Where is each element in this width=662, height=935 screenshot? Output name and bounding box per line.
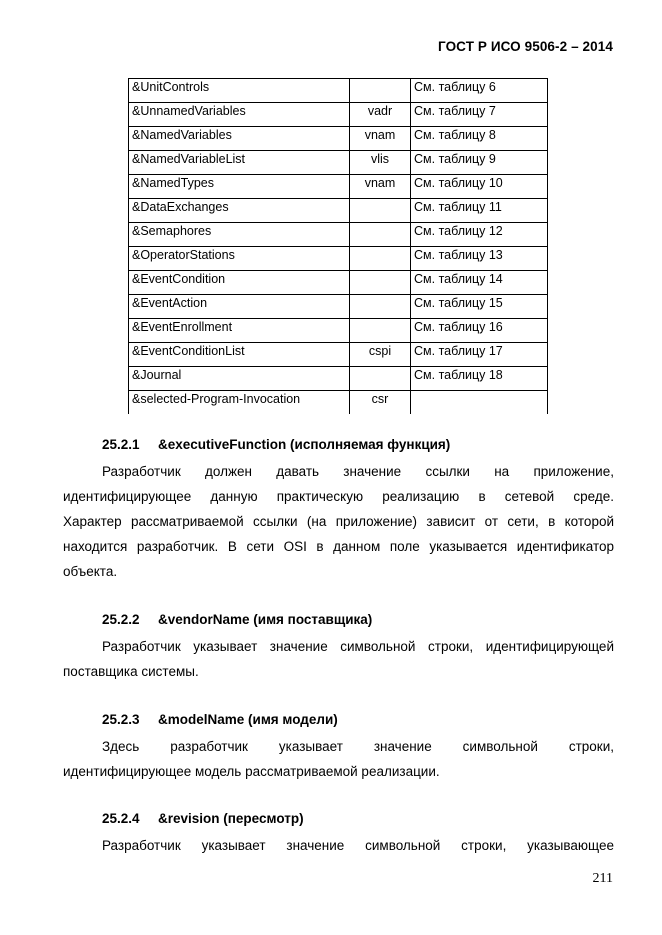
section-title: &executiveFunction (исполняемая функция) [158, 437, 451, 452]
reference-cell: См. таблицу 6 [411, 79, 548, 103]
table-row [129, 79, 548, 103]
table-row [129, 103, 548, 127]
section-heading-25-2-1 [102, 437, 450, 452]
abbreviation-cell: vnam [350, 175, 411, 199]
section-number: 25.2.3 [102, 712, 140, 727]
paragraph-25-2-2 [63, 634, 614, 684]
reference-cell: См. таблицу 11 [411, 199, 548, 223]
reference-cell: См. таблицу 17 [411, 343, 548, 367]
text-line: Характер рассматриваемой ссылки (на приложение) зависит от сети, в которой [63, 514, 614, 529]
object-name-cell: &NamedVariableList [129, 151, 350, 175]
reference-cell: См. таблицу 14 [411, 271, 548, 295]
object-table [128, 78, 548, 414]
text-line: идентифицирующее модель рассматриваемой реализации. [63, 764, 440, 779]
table-row [129, 247, 548, 271]
section-title: &revision (пересмотр) [158, 811, 304, 826]
section-number: 25.2.4 [102, 811, 140, 826]
reference-cell: См. таблицу 9 [411, 151, 548, 175]
object-name-cell: &EventAction [129, 295, 350, 319]
table-row [129, 223, 548, 247]
text-line: Разработчик указывает значение символьной строки, указывающее [102, 838, 614, 853]
reference-cell: См. таблицу 15 [411, 295, 548, 319]
document-header: ГОСТ Р ИСО 9506-2 – 2014 [438, 39, 613, 54]
paragraph-25-2-4 [63, 833, 614, 858]
section-heading-25-2-3 [102, 712, 338, 727]
abbreviation-cell [350, 367, 411, 391]
table-row [129, 151, 548, 175]
text-line: Разработчик указывает значение символьной строки, идентифицирующей [102, 639, 614, 654]
paragraph-25-2-1 [63, 459, 614, 584]
reference-cell [411, 391, 548, 415]
abbreviation-cell [350, 271, 411, 295]
text-line: находится разработчик. В сети OSI в данном поле указывается идентификатор [63, 539, 614, 554]
reference-cell: См. таблицу 13 [411, 247, 548, 271]
table-row [129, 199, 548, 223]
abbreviation-cell [350, 79, 411, 103]
object-name-cell: &selected-Program-Invocation [129, 391, 350, 415]
object-name-cell: &EventConditionList [129, 343, 350, 367]
object-name-cell: &NamedTypes [129, 175, 350, 199]
object-name-cell: &UnitControls [129, 79, 350, 103]
abbreviation-cell [350, 247, 411, 271]
table-row [129, 295, 548, 319]
reference-cell: См. таблицу 16 [411, 319, 548, 343]
object-name-cell: &Journal [129, 367, 350, 391]
object-name-cell: &Semaphores [129, 223, 350, 247]
reference-cell: См. таблицу 7 [411, 103, 548, 127]
reference-cell: См. таблицу 8 [411, 127, 548, 151]
text-line: объекта. [63, 564, 118, 579]
abbreviation-cell: vlis [350, 151, 411, 175]
abbreviation-cell: csr [350, 391, 411, 415]
table-row [129, 271, 548, 295]
section-title: &modelName (имя модели) [158, 712, 338, 727]
page-number: 211 [592, 871, 613, 886]
table-row [129, 391, 548, 415]
object-name-cell: &OperatorStations [129, 247, 350, 271]
table-row [129, 367, 548, 391]
reference-cell: См. таблицу 12 [411, 223, 548, 247]
reference-cell: См. таблицу 18 [411, 367, 548, 391]
abbreviation-cell [350, 199, 411, 223]
table-row [129, 175, 548, 199]
text-line: Здесь разработчик указывает значение символьной строки, [102, 739, 614, 754]
object-name-cell: &EventEnrollment [129, 319, 350, 343]
abbreviation-cell [350, 223, 411, 247]
text-line: идентифицирующее данную практическую реализацию в сетевой среде. [63, 489, 614, 504]
reference-cell: См. таблицу 10 [411, 175, 548, 199]
section-heading-25-2-4 [102, 811, 304, 826]
table-row [129, 127, 548, 151]
paragraph-25-2-3 [63, 734, 614, 784]
text-line: Разработчик должен давать значение ссылки на приложение, [102, 464, 614, 479]
object-name-cell: &DataExchanges [129, 199, 350, 223]
section-heading-25-2-2 [102, 612, 372, 627]
abbreviation-cell: cspi [350, 343, 411, 367]
section-number: 25.2.2 [102, 612, 140, 627]
table-row [129, 343, 548, 367]
section-title: &vendorName (имя поставщика) [158, 612, 373, 627]
object-name-cell: &UnnamedVariables [129, 103, 350, 127]
abbreviation-cell: vadr [350, 103, 411, 127]
object-name-cell: &EventCondition [129, 271, 350, 295]
object-name-cell: &NamedVariables [129, 127, 350, 151]
table-row [129, 319, 548, 343]
text-line: поставщика системы. [63, 664, 199, 679]
abbreviation-cell [350, 295, 411, 319]
abbreviation-cell: vnam [350, 127, 411, 151]
section-number: 25.2.1 [102, 437, 140, 452]
abbreviation-cell [350, 319, 411, 343]
